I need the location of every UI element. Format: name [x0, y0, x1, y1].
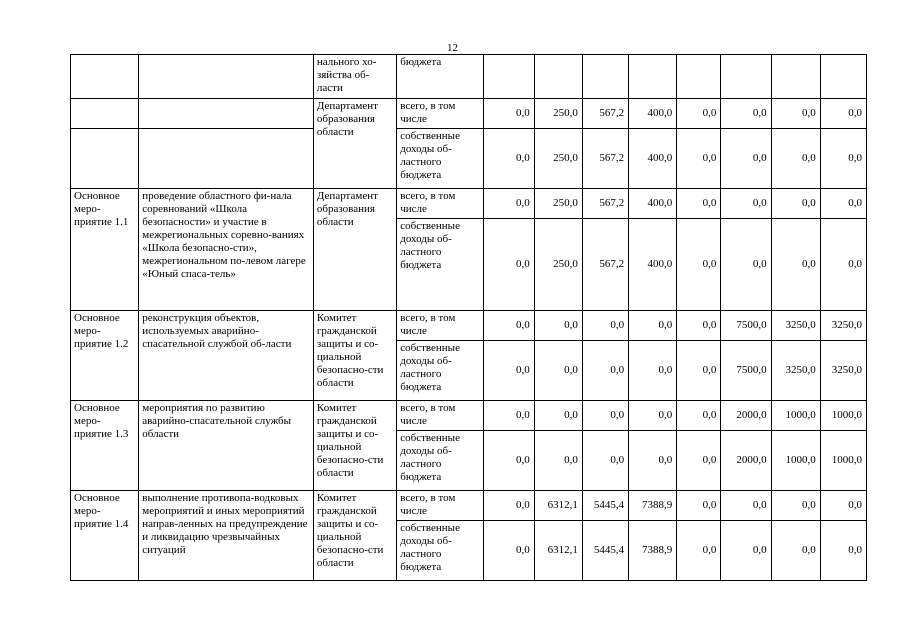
value-cell: 0,0: [677, 129, 721, 189]
value-cell: 0,0: [534, 431, 582, 491]
value-cell: 0,0: [629, 341, 677, 401]
value-cell: 0,0: [677, 341, 721, 401]
executor-cell: Департамент образования области: [313, 189, 396, 311]
source-cell: собственные доходы об-ластного бюджета: [397, 521, 483, 581]
source-cell: собственные доходы об-ластного бюджета: [397, 341, 483, 401]
value-cell: 0,0: [721, 189, 771, 219]
value-cell: 0,0: [483, 491, 534, 521]
table-row: [71, 401, 867, 431]
value-cell: 0,0: [629, 431, 677, 491]
value-cell: 0,0: [771, 521, 820, 581]
event-cell: [139, 55, 314, 99]
value-cell: 0,0: [677, 99, 721, 129]
value-cell: [721, 55, 771, 99]
value-cell: 7500,0: [721, 311, 771, 341]
executor-cell: Комитет гражданской защиты и со-циальной безопасно-сти области: [313, 491, 396, 581]
value-cell: 1000,0: [820, 401, 866, 431]
value-cell: 567,2: [582, 99, 628, 129]
value-cell: 0,0: [820, 99, 866, 129]
value-cell: 0,0: [677, 401, 721, 431]
value-cell: 0,0: [483, 219, 534, 311]
event-cell: [139, 129, 314, 189]
value-cell: 0,0: [582, 311, 628, 341]
value-cell: 0,0: [629, 311, 677, 341]
source-cell: всего, в том числе: [397, 491, 483, 521]
value-cell: 5445,4: [582, 491, 628, 521]
value-cell: 0,0: [771, 491, 820, 521]
table-row: [71, 311, 867, 341]
executor-cell: Департамент образования области: [313, 99, 396, 189]
value-cell: 0,0: [820, 521, 866, 581]
value-cell: 400,0: [629, 219, 677, 311]
value-cell: 0,0: [582, 431, 628, 491]
value-cell: 0,0: [771, 189, 820, 219]
value-cell: 567,2: [582, 219, 628, 311]
value-cell: [629, 55, 677, 99]
source-cell: всего, в том числе: [397, 401, 483, 431]
value-cell: 0,0: [820, 491, 866, 521]
value-cell: 0,0: [483, 99, 534, 129]
source-cell: бюджета: [397, 55, 483, 99]
source-cell: всего, в том числе: [397, 311, 483, 341]
value-cell: 0,0: [483, 311, 534, 341]
value-cell: 1000,0: [771, 431, 820, 491]
value-cell: 6312,1: [534, 521, 582, 581]
value-cell: 0,0: [820, 129, 866, 189]
value-cell: 0,0: [483, 189, 534, 219]
table-row: [71, 129, 867, 189]
measure-code-cell: Основное меро-приятие 1.3: [71, 401, 139, 491]
value-cell: 0,0: [677, 189, 721, 219]
value-cell: 0,0: [629, 401, 677, 431]
value-cell: 0,0: [820, 189, 866, 219]
executor-cell: нального хо-зяйства об-ласти: [313, 55, 396, 99]
source-cell: собственные доходы об-ластного бюджета: [397, 219, 483, 311]
value-cell: 0,0: [483, 129, 534, 189]
value-cell: 400,0: [629, 189, 677, 219]
source-cell: всего, в том числе: [397, 189, 483, 219]
value-cell: 0,0: [721, 99, 771, 129]
source-cell: всего, в том числе: [397, 99, 483, 129]
value-cell: 0,0: [483, 431, 534, 491]
table-row: [71, 99, 867, 129]
code-cell: [71, 129, 139, 189]
budget-table-body: [71, 55, 867, 581]
value-cell: 3250,0: [771, 311, 820, 341]
value-cell: 250,0: [534, 129, 582, 189]
measure-name-cell: проведение областного фи-нала соревнований «Школа безопасности» и участие в межрегиональных соревно-ваниях «Школа безопасно-сти», межрегиональном по-левом лагере «Юный спаса-тель»: [139, 189, 314, 311]
measure-name-cell: реконструкция объектов, используемых аварийно-спасательной службой об-ласти: [139, 311, 314, 401]
value-cell: 0,0: [771, 99, 820, 129]
value-cell: 7388,9: [629, 521, 677, 581]
value-cell: 250,0: [534, 219, 582, 311]
value-cell: 7500,0: [721, 341, 771, 401]
value-cell: 400,0: [629, 99, 677, 129]
event-cell: [139, 99, 314, 129]
value-cell: 0,0: [721, 129, 771, 189]
table-row: [71, 189, 867, 219]
value-cell: 0,0: [582, 401, 628, 431]
value-cell: 0,0: [771, 219, 820, 311]
value-cell: 5445,4: [582, 521, 628, 581]
value-cell: 2000,0: [721, 431, 771, 491]
value-cell: 0,0: [677, 431, 721, 491]
measure-name-cell: выполнение противопа-водковых мероприятий и иных мероприятий направ-ленных на предупреждение и ликвидацию чрезвычайных ситуаций: [139, 491, 314, 581]
value-cell: 0,0: [677, 491, 721, 521]
executor-cell: Комитет гражданской защиты и со-циальной безопасно-сти области: [313, 311, 396, 401]
value-cell: 0,0: [483, 521, 534, 581]
value-cell: 0,0: [721, 521, 771, 581]
value-cell: [677, 55, 721, 99]
value-cell: [582, 55, 628, 99]
code-cell: [71, 99, 139, 129]
value-cell: 6312,1: [534, 491, 582, 521]
value-cell: 400,0: [629, 129, 677, 189]
value-cell: 0,0: [534, 311, 582, 341]
value-cell: 1000,0: [771, 401, 820, 431]
value-cell: 0,0: [483, 341, 534, 401]
value-cell: 7388,9: [629, 491, 677, 521]
value-cell: 567,2: [582, 129, 628, 189]
value-cell: [820, 55, 866, 99]
table-row: [71, 491, 867, 521]
value-cell: 1000,0: [820, 431, 866, 491]
value-cell: 3250,0: [820, 341, 866, 401]
measure-code-cell: Основное меро-приятие 1.4: [71, 491, 139, 581]
source-cell: собственные доходы об-ластного бюджета: [397, 129, 483, 189]
value-cell: 250,0: [534, 99, 582, 129]
value-cell: 0,0: [721, 219, 771, 311]
value-cell: 0,0: [677, 219, 721, 311]
budget-table: [70, 54, 867, 581]
page-number: 12: [447, 42, 458, 54]
value-cell: 0,0: [582, 341, 628, 401]
value-cell: [534, 55, 582, 99]
value-cell: 0,0: [483, 401, 534, 431]
value-cell: [483, 55, 534, 99]
measure-code-cell: Основное меро-приятие 1.2: [71, 311, 139, 401]
measure-name-cell: мероприятия по развитию аварийно-спасательной службы области: [139, 401, 314, 491]
value-cell: 2000,0: [721, 401, 771, 431]
value-cell: 3250,0: [820, 311, 866, 341]
measure-code-cell: Основное меро-приятие 1.1: [71, 189, 139, 311]
value-cell: 0,0: [534, 401, 582, 431]
code-cell: [71, 55, 139, 99]
value-cell: 250,0: [534, 189, 582, 219]
value-cell: 0,0: [534, 341, 582, 401]
value-cell: 0,0: [771, 129, 820, 189]
value-cell: 567,2: [582, 189, 628, 219]
source-cell: собственные доходы об-ластного бюджета: [397, 431, 483, 491]
value-cell: 0,0: [677, 311, 721, 341]
value-cell: 3250,0: [771, 341, 820, 401]
value-cell: 0,0: [677, 521, 721, 581]
value-cell: 0,0: [820, 219, 866, 311]
executor-cell: Комитет гражданской защиты и со-циальной безопасно-сти области: [313, 401, 396, 491]
value-cell: [771, 55, 820, 99]
value-cell: 0,0: [721, 491, 771, 521]
table-row: [71, 55, 867, 99]
